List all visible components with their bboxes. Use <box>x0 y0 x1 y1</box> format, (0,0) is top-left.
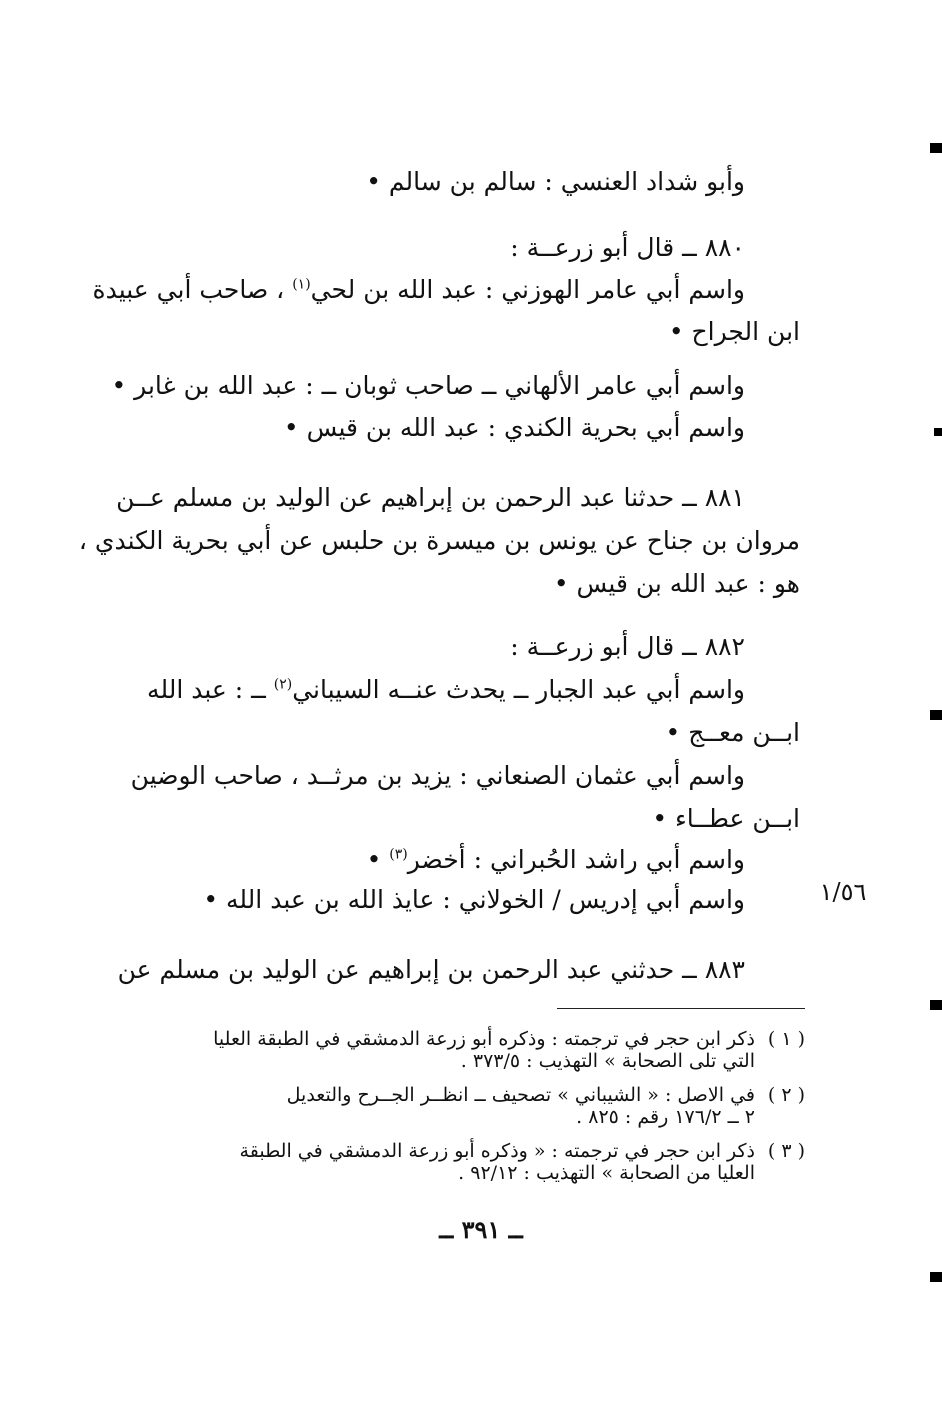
text-line: واسم أبي إدريس / الخولاني : عايذ الله بن عبد الله • <box>203 885 745 914</box>
footnote-ref: (٢) <box>273 676 293 693</box>
text-line: ابن الجراح • <box>668 317 800 346</box>
scan-edge-mark <box>930 143 942 153</box>
margin-folio-note: ١/٥٦ <box>819 878 867 906</box>
text-line: واسم أبي بحرية الكندي : عبد الله بن قيس • <box>283 413 745 442</box>
text-line: واسم أبي عثمان الصنعاني : يزيد بن مرثــد ، صاحب الوضين <box>130 761 745 790</box>
text-fragment: واسم أبي راشد الحُبراني : أخضر <box>407 845 745 874</box>
text-line: ابــن معــج • <box>665 718 800 747</box>
footnote-line: في الاصل : « الشيباني » تصحيف ــ انظــر الجــرح والتعديل <box>286 1084 755 1106</box>
text-line: ٨٨١ ــ حدثنا عبد الرحمن بن إبراهيم عن الوليد بن مسلم عــن <box>116 483 745 512</box>
page-number: ــ ٣٩١ ــ <box>439 1215 523 1244</box>
footnote-line: ذكر ابن حجر في ترجمته : وذكره أبو زرعة الدمشقي في الطبقة العليا <box>213 1028 755 1050</box>
text-line: واسم أبي عامر الألهاني ــ صاحب ثوبان ــ : عبد الله بن غابر • <box>111 371 745 400</box>
text-fragment: واسم أبي عامر الهوزني : عبد الله بن لحي <box>310 275 745 304</box>
footnote-line: التي تلى الصحابة » التهذيب : ٣٧٣/٥ . <box>460 1050 755 1072</box>
footnote-ref: (١) <box>292 276 311 293</box>
text-fragment: واسم أبي عبد الجبار ــ يحدث عنــه السيباني <box>292 675 745 704</box>
text-line: مروان بن جناح عن يونس بن ميسرة بن حلبس عن أبي بحرية الكندي ، <box>78 526 800 555</box>
scan-edge-mark <box>930 710 942 720</box>
scan-edge-mark <box>930 1272 942 1282</box>
footnote-number: ( ٢ ) <box>767 1084 805 1106</box>
text-line: ٨٨٣ ــ حدثني عبد الرحمن بن إبراهيم عن الوليد بن مسلم عن <box>117 955 745 984</box>
text-line <box>147 670 745 710</box>
scan-edge-mark <box>934 428 942 436</box>
text-line <box>367 840 745 880</box>
footnote-line: العليا من الصحابة » التهذيب : ٩٢/١٢ . <box>458 1162 755 1184</box>
text-line: ابــن عطــاء • <box>652 804 800 833</box>
scan-edge-mark <box>930 1000 942 1010</box>
text-line: وأبو شداد العنسي : سالم بن سالم • <box>366 167 745 196</box>
text-line: هو : عبد الله بن قيس • <box>553 569 800 598</box>
footnote-number: ( ٣ ) <box>767 1140 805 1162</box>
section-heading-880: ٨٨٠ ــ قال أبو زرعــة : <box>510 233 745 262</box>
footnote-line: ٢ ــ ١٧٦/٢ رقم : ٨٢٥ . <box>576 1106 755 1128</box>
footnote-line: ذكر ابن حجر في ترجمته : « وذكره أبو زرعة الدمشقي في الطبقة <box>239 1140 755 1162</box>
text-fragment: ، صاحب أبي عبيدة <box>92 275 285 304</box>
footnote-separator <box>557 1008 805 1009</box>
text-fragment: • <box>366 845 382 874</box>
text-line <box>92 270 745 310</box>
footnote-number: ( ١ ) <box>767 1028 805 1050</box>
section-heading-882: ٨٨٢ ــ قال أبو زرعــة : <box>510 632 745 661</box>
text-fragment: ــ : عبد الله <box>147 675 266 704</box>
footnote-ref: (٣) <box>389 846 408 863</box>
